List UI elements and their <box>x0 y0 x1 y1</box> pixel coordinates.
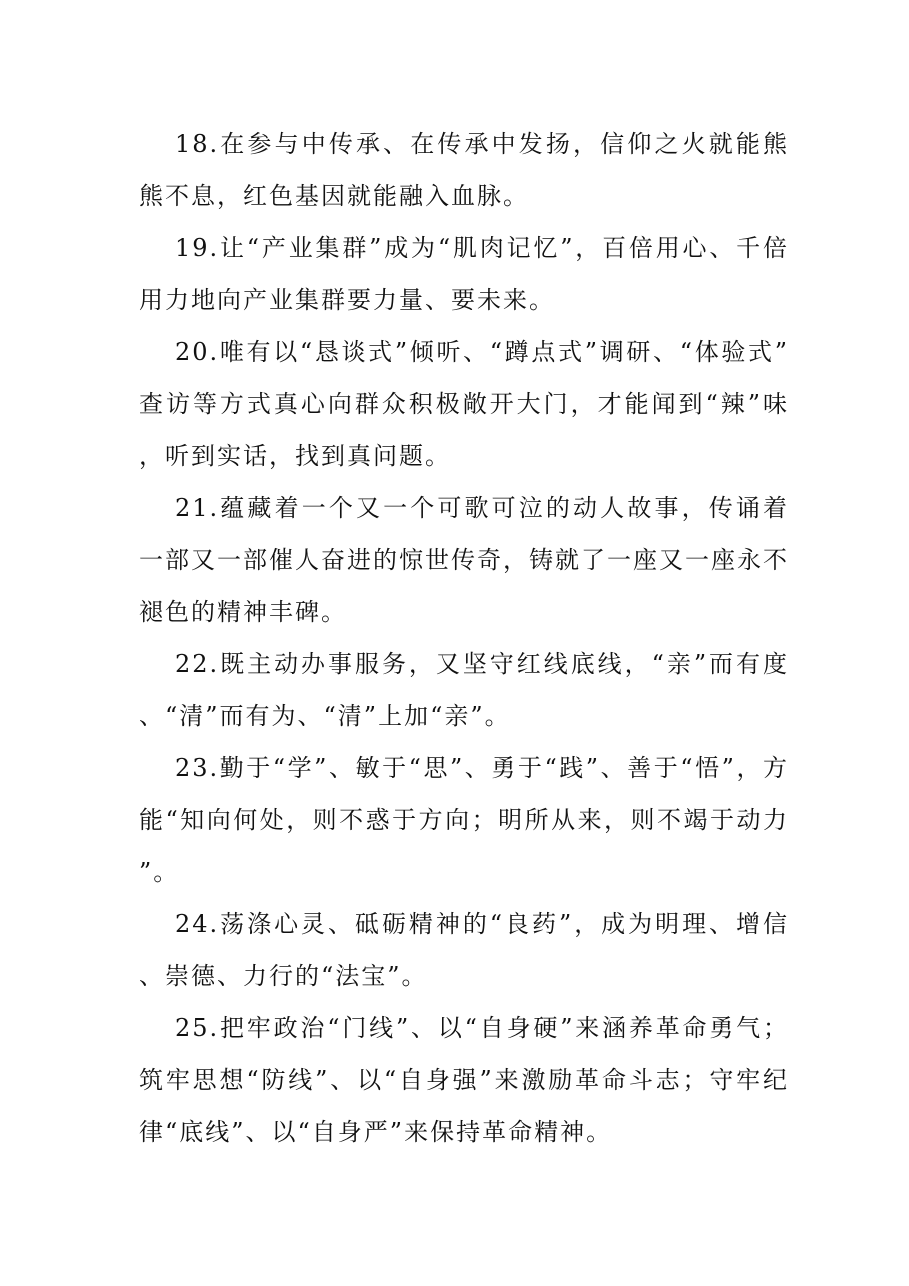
paragraph-22: 22.既主动办事服务，又坚守红线底线，“亲”而有度、“清”而有为、“清”上加“亲”。 <box>139 650 789 730</box>
paragraph-24: 24.荡涤心灵、砥砺精神的“良药”，成为明理、增信、崇德、力行的“法宝”。 <box>139 910 789 990</box>
paragraph-20: 20.唯有以“恳谈式”倾听、“蹲点式”调研、“体验式”查访等方式真心向群众积极敞开大门，才能闻到“辣”味，听到实话，找到真问题。 <box>139 338 789 470</box>
document-body <box>139 118 789 1158</box>
paragraph-25: 25.把牢政治“门线”、以“自身硬”来涵养革命勇气；筑牢思想“防线”、以“自身强”来激励革命斗志；守牢纪律“底线”、以“自身严”来保持革命精神。 <box>139 1014 789 1146</box>
paragraph-23: 23.勤于“学”、敏于“思”、勇于“践”、善于“悟”，方能“知向何处，则不惑于方向；明所从来，则不竭于动力”。 <box>139 754 789 886</box>
paragraph-18: 18.在参与中传承、在传承中发扬，信仰之火就能熊熊不息，红色基因就能融入血脉。 <box>139 130 789 210</box>
paragraph-19: 19.让“产业集群”成为“肌肉记忆”，百倍用心、千倍用力地向产业集群要力量、要未来。 <box>139 234 789 314</box>
paragraph-21: 21.蕴藏着一个又一个可歌可泣的动人故事，传诵着一部又一部催人奋进的惊世传奇，铸就了一座又一座永不褪色的精神丰碑。 <box>139 494 789 626</box>
